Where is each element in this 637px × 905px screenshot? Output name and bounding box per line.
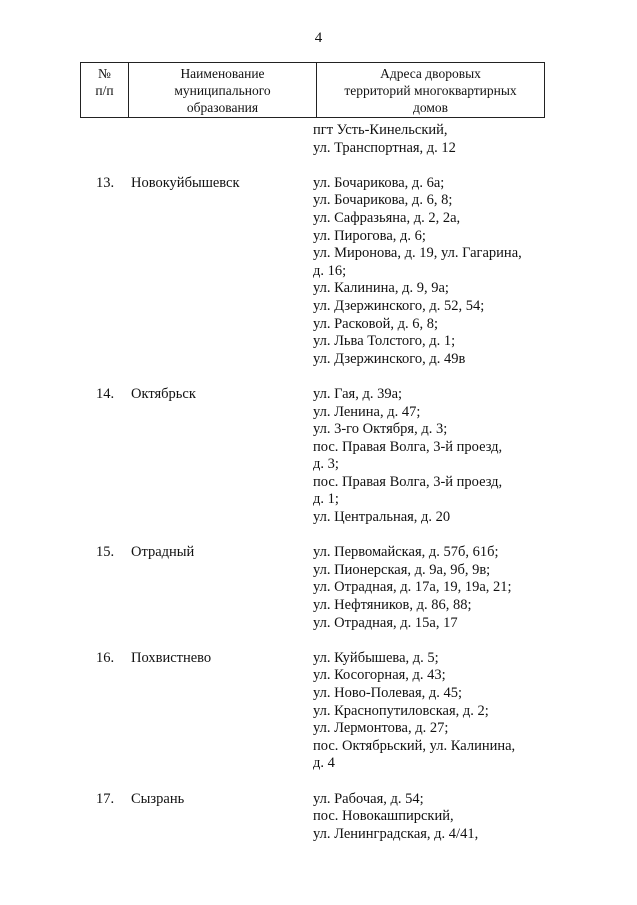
address-line: ул. Бочарикова, д. 6, 8; bbox=[313, 192, 453, 209]
address-line: ул. Рабочая, д. 54; bbox=[313, 790, 424, 807]
address-line: ул. Куйбышева, д. 5; bbox=[313, 649, 439, 666]
address-line: пгт Усть-Кинельский, bbox=[313, 122, 448, 138]
municipality-name: Новокуйбышевск bbox=[131, 174, 240, 191]
row-spacer bbox=[0, 368, 637, 386]
municipality-name: Сызрань bbox=[131, 790, 185, 807]
row-spacer bbox=[0, 527, 637, 545]
address-line: пос. Октябрьский, ул. Калинина, bbox=[313, 737, 516, 754]
row-spacer bbox=[0, 157, 637, 175]
address-block bbox=[313, 386, 637, 527]
header-text: Наименование bbox=[180, 66, 265, 81]
table-row bbox=[0, 791, 637, 844]
address-line: пос. Правая Волга, 3-й проезд, bbox=[313, 473, 503, 490]
address-line: ул. Льва Толстого, д. 1; bbox=[313, 333, 456, 350]
header-text: домов bbox=[412, 100, 449, 115]
address-line: ул. Пирогова, д. 6; bbox=[313, 227, 426, 244]
municipality-name: Похвистнево bbox=[131, 649, 212, 666]
row-number: 15. bbox=[96, 544, 115, 561]
header-text: № bbox=[98, 66, 111, 81]
address-line: ул. Отрадная, д. 17а, 19, 19а, 21; bbox=[313, 579, 512, 596]
municipality-name: Отрадный bbox=[131, 544, 195, 561]
address-line: ул. Отрадная, д. 15а, 17 bbox=[313, 614, 458, 631]
address-list bbox=[0, 118, 637, 843]
header-col-municipality bbox=[129, 63, 317, 118]
header-text: образования bbox=[186, 100, 259, 115]
address-line: ул. Калинина, д. 9, 9а; bbox=[313, 280, 449, 297]
address-line: ул. 3-го Октября, д. 3; bbox=[313, 421, 448, 438]
address-line: ул. Гая, д. 39а; bbox=[313, 385, 403, 402]
address-line: ул. Косогорная, д. 43; bbox=[313, 667, 446, 684]
address-line: ул. Ленина, д. 47; bbox=[313, 403, 421, 420]
address-line: ул. Пионерская, д. 9а, 9б, 9в; bbox=[313, 561, 491, 578]
header-text: п/п bbox=[95, 83, 114, 98]
address-line: ул. Миронова, д. 19, ул. Гагарина, bbox=[313, 245, 522, 262]
address-block bbox=[313, 175, 637, 369]
row-number: 14. bbox=[96, 385, 115, 402]
address-line: ул. Бочарикова, д. 6а; bbox=[313, 174, 445, 191]
table-header bbox=[80, 62, 545, 118]
address-line: ул. Лермонтова, д. 27; bbox=[313, 720, 449, 737]
address-line: ул. Дзержинского, д. 52, 54; bbox=[313, 297, 485, 314]
header-text: Адреса дворовых bbox=[380, 66, 481, 81]
address-line: ул. Дзержинского, д. 49в bbox=[313, 350, 466, 367]
table-row bbox=[0, 650, 637, 773]
row-number: 17. bbox=[96, 790, 115, 807]
address-line: ул. Нефтяников, д. 86, 88; bbox=[313, 597, 472, 614]
address-line: ул. Расковой, д. 6, 8; bbox=[313, 315, 439, 332]
address-block bbox=[313, 650, 637, 773]
address-line: ул. Краснопутиловская, д. 2; bbox=[313, 702, 489, 719]
header-col-number bbox=[81, 63, 129, 118]
address-line: д. 4 bbox=[313, 755, 335, 772]
address-line: д. 1; bbox=[313, 491, 339, 508]
row-number: 13. bbox=[96, 174, 115, 191]
municipality-name: Октябрьск bbox=[131, 385, 196, 402]
header-text: территорий многоквартирных bbox=[344, 83, 517, 98]
address-line: ул. Транспортная, д. 12 bbox=[313, 139, 456, 156]
address-line: д. 16; bbox=[313, 262, 347, 279]
address-line: ул. Центральная, д. 20 bbox=[313, 509, 451, 526]
header-col-addresses bbox=[317, 63, 545, 118]
row-spacer bbox=[0, 632, 637, 650]
address-line: пос. Правая Волга, 3-й проезд, bbox=[313, 438, 503, 455]
table-row bbox=[0, 386, 637, 527]
address-line: пос. Новокашпирский, bbox=[313, 808, 454, 825]
row-number: 16. bbox=[96, 649, 115, 666]
table-row bbox=[0, 544, 637, 632]
address-line: д. 3; bbox=[313, 456, 339, 473]
address-line: ул. Сафразьяна, д. 2, 2а, bbox=[313, 209, 461, 226]
page-number: 4 bbox=[314, 30, 323, 46]
row-spacer bbox=[0, 773, 637, 791]
table-row bbox=[0, 175, 637, 369]
address-line: ул. Первомайская, д. 57б, 61б; bbox=[313, 544, 499, 561]
address-block bbox=[313, 791, 637, 844]
address-line: ул. Ленинградская, д. 4/41, bbox=[313, 825, 479, 842]
address-line: ул. Ново-Полевая, д. 45; bbox=[313, 685, 463, 701]
address-block bbox=[313, 544, 637, 632]
header-text: муниципального bbox=[174, 83, 271, 98]
continuation-block bbox=[313, 122, 637, 157]
